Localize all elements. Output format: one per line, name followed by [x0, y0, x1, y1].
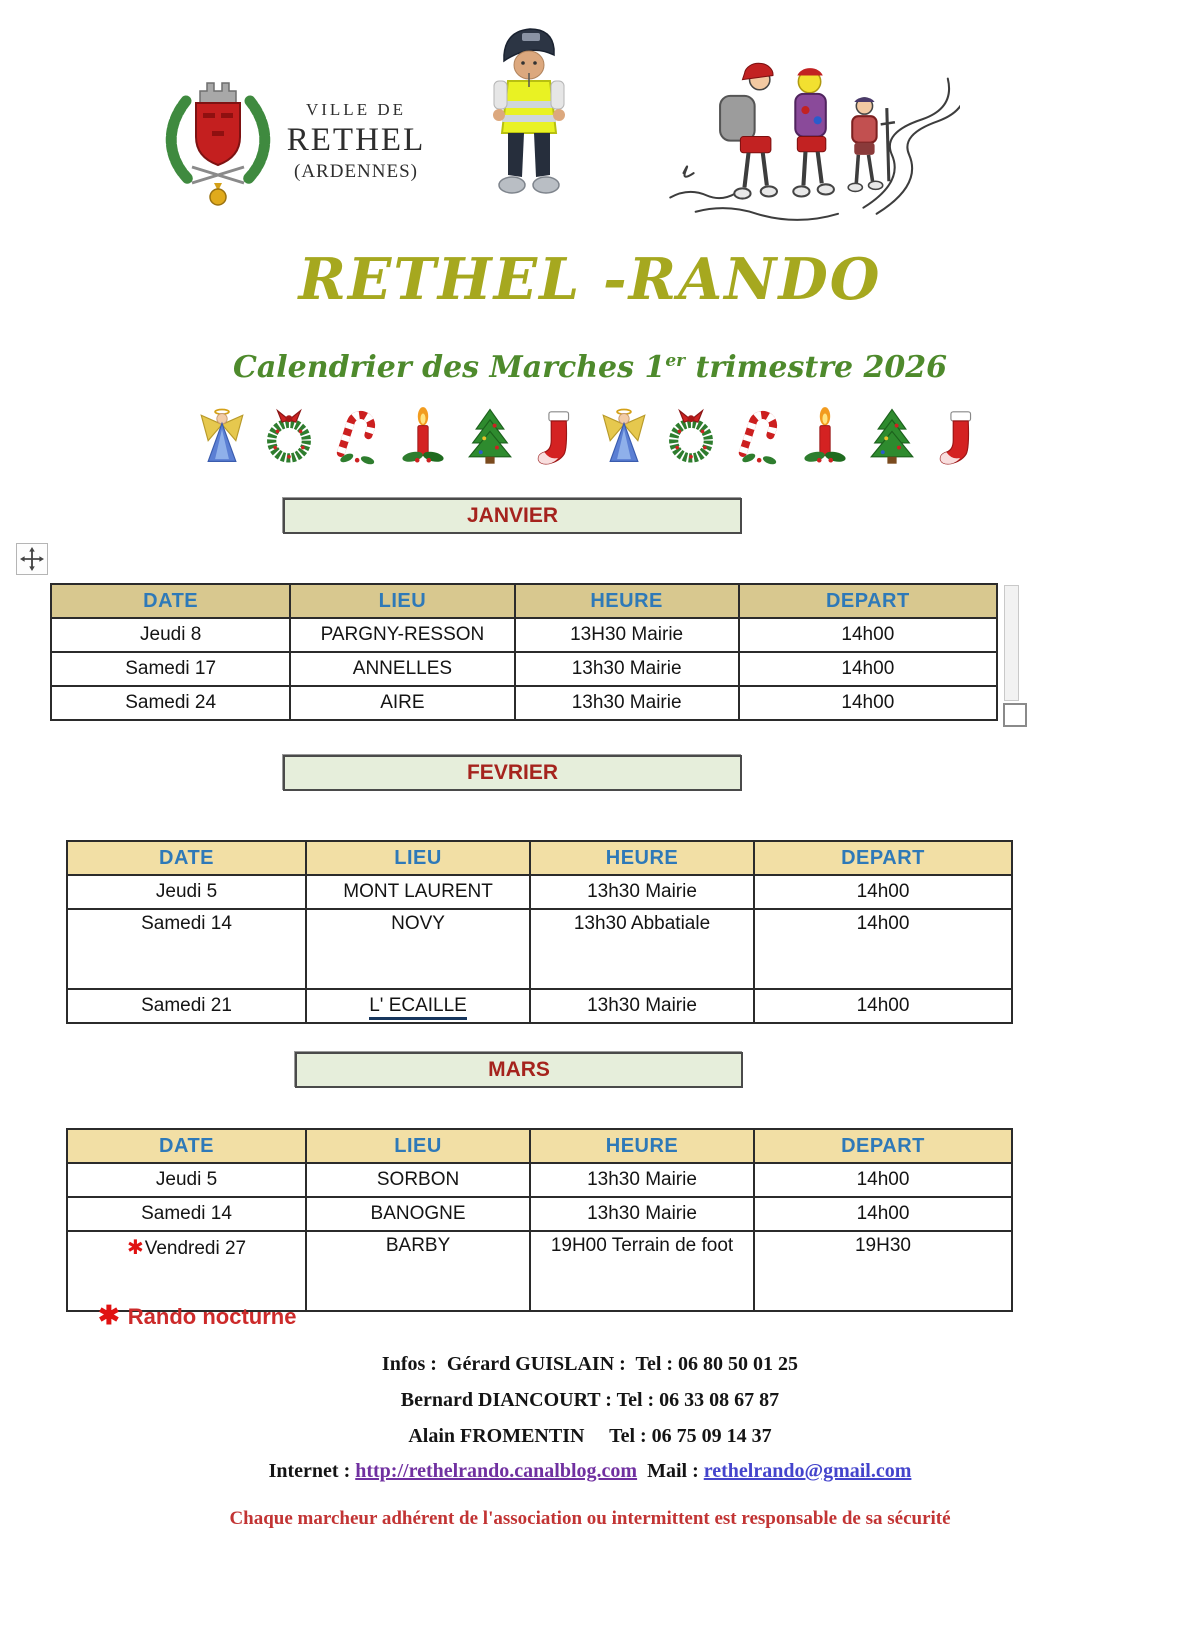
cell-depart: 19H30: [754, 1231, 1012, 1311]
night-walk-legend: [98, 1300, 296, 1331]
cell-lieu: SORBON: [306, 1163, 530, 1197]
subtitle-part2: trimestre 2026: [685, 350, 948, 385]
table-row: [67, 875, 1012, 909]
mail-label: Mail :: [637, 1460, 704, 1482]
column-header-depart: DEPART: [739, 584, 997, 618]
january-table: [50, 583, 998, 721]
column-header-date: DATE: [67, 1129, 306, 1163]
table-row: [51, 618, 997, 652]
contact-line: Alain FROMENTIN Tel : 06 75 09 14 37: [408, 1425, 772, 1447]
cell-lieu: L' ECAILLE: [306, 989, 530, 1023]
cell-heure: 13h30 Mairie: [530, 1163, 754, 1197]
column-header-heure: HEURE: [515, 584, 739, 618]
subtitle-ordinal: er: [665, 351, 686, 371]
month-banner-fevrier: [283, 755, 742, 791]
column-header-heure: HEURE: [530, 1129, 754, 1163]
cell-heure: 13h30 Mairie: [530, 875, 754, 909]
cell-date: Jeudi 8: [51, 618, 290, 652]
table-row: [67, 1231, 1012, 1311]
candle-icon: [801, 406, 849, 466]
cell-heure: 13h30 Mairie: [530, 989, 754, 1023]
city-line3: (ARDENNES): [294, 161, 418, 182]
column-header-lieu: LIEU: [290, 584, 514, 618]
night-asterisk: ✱: [126, 1237, 144, 1259]
table-row: [51, 686, 997, 720]
page-title: RETHEL -RANDO: [298, 246, 882, 313]
cell-depart: 14h00: [754, 875, 1012, 909]
cell-depart: 14h00: [739, 686, 997, 720]
table-header-row: [51, 584, 997, 618]
cell-depart: 14h00: [739, 652, 997, 686]
cell-heure: 13h30 Mairie: [515, 686, 739, 720]
cell-heure: 19H00 Terrain de foot: [530, 1231, 754, 1311]
cell-lieu: ANNELLES: [290, 652, 514, 686]
angel-icon: [600, 406, 648, 466]
cell-date: Samedi 14: [67, 909, 306, 989]
candle-icon: [399, 406, 447, 466]
legend-text: Rando nocturne: [127, 1304, 297, 1329]
cell-date: Jeudi 5: [67, 1163, 306, 1197]
table-edge-strip: [1004, 585, 1019, 701]
cell-lieu: BARBY: [306, 1231, 530, 1311]
candy-cane-icon: [734, 406, 782, 466]
contacts-block: [0, 1346, 1180, 1454]
month-banner-label: FEVRIER: [466, 761, 558, 784]
contact-line: Bernard DIANCOURT : Tel : 06 33 08 67 87: [400, 1389, 780, 1411]
city-line2: RETHEL: [286, 122, 426, 158]
cell-date: Jeudi 5: [67, 875, 306, 909]
wreath-icon: [265, 406, 313, 466]
column-header-lieu: LIEU: [306, 1129, 530, 1163]
cell-date: ✱Vendredi 27: [67, 1231, 306, 1311]
subtitle-part1: Calendrier des Marches 1: [232, 350, 666, 385]
table-resize-handle[interactable]: [1003, 703, 1027, 727]
three-hikers-sketch-image: [655, 42, 960, 227]
table-move-handle[interactable]: [16, 543, 48, 575]
rethel-coat-of-arms-icon: [158, 70, 278, 212]
christmas-tree-icon: [868, 406, 916, 466]
march-table: [66, 1128, 1013, 1312]
cell-lieu: MONT LAURENT: [306, 875, 530, 909]
cell-lieu: PARGNY-RESSON: [290, 618, 514, 652]
page-subtitle: [0, 350, 1180, 385]
cell-date: Samedi 17: [51, 652, 290, 686]
table-row: [67, 1197, 1012, 1231]
city-name-block: [276, 100, 436, 183]
table-row: [67, 1163, 1012, 1197]
table-header-row: [67, 1129, 1012, 1163]
table-row: [67, 989, 1012, 1023]
table-header-row: [67, 841, 1012, 875]
month-banner-label: MARS: [488, 1058, 550, 1081]
month-banner-label: JANVIER: [466, 504, 559, 527]
cell-lieu: BANOGNE: [306, 1197, 530, 1231]
cell-depart: 14h00: [754, 989, 1012, 1023]
links-line: [0, 1460, 1180, 1483]
month-banner-janvier: [283, 498, 742, 534]
city-line1: VILLE DE: [305, 100, 406, 119]
angel-icon: [198, 406, 246, 466]
cell-date: Samedi 21: [67, 989, 306, 1023]
table-row: [51, 652, 997, 686]
column-header-depart: DEPART: [754, 1129, 1012, 1163]
cell-depart: 14h00: [739, 618, 997, 652]
column-header-date: DATE: [51, 584, 290, 618]
cell-heure: 13h30 Mairie: [530, 1197, 754, 1231]
column-header-lieu: LIEU: [306, 841, 530, 875]
mail-link[interactable]: rethelrando@gmail.com: [703, 1460, 912, 1482]
stocking-icon: [533, 406, 581, 466]
month-banner-mars: [295, 1052, 743, 1088]
february-table: [66, 840, 1013, 1024]
cell-lieu: NOVY: [306, 909, 530, 989]
column-header-heure: HEURE: [530, 841, 754, 875]
night-asterisk: ✱: [98, 1300, 120, 1330]
cell-depart: 14h00: [754, 1163, 1012, 1197]
hiker-doll-mascot-image: [478, 20, 578, 212]
safety-disclaimer: Chaque marcheur adhérent de l'association ou intermittent est responsable de sa sécurité: [229, 1508, 951, 1529]
internet-link[interactable]: http://rethelrando.canalblog.com: [355, 1460, 638, 1482]
decorations-row: [0, 406, 1180, 466]
christmas-tree-icon: [466, 406, 514, 466]
cell-heure: 13H30 Mairie: [515, 618, 739, 652]
table-row: [67, 909, 1012, 989]
column-header-depart: DEPART: [754, 841, 1012, 875]
cell-date: Samedi 14: [67, 1197, 306, 1231]
column-header-date: DATE: [67, 841, 306, 875]
cell-lieu: AIRE: [290, 686, 514, 720]
wreath-icon: [667, 406, 715, 466]
cell-heure: 13h30 Mairie: [515, 652, 739, 686]
cell-depart: 14h00: [754, 909, 1012, 989]
candy-cane-icon: [332, 406, 380, 466]
internet-label: Internet :: [268, 1460, 356, 1482]
cell-depart: 14h00: [754, 1197, 1012, 1231]
stocking-icon: [935, 406, 983, 466]
cell-heure: 13h30 Abbatiale: [530, 909, 754, 989]
cell-date: Samedi 24: [51, 686, 290, 720]
contact-line: Infos : Gérard GUISLAIN : Tel : 06 80 50 01 25: [381, 1353, 799, 1375]
